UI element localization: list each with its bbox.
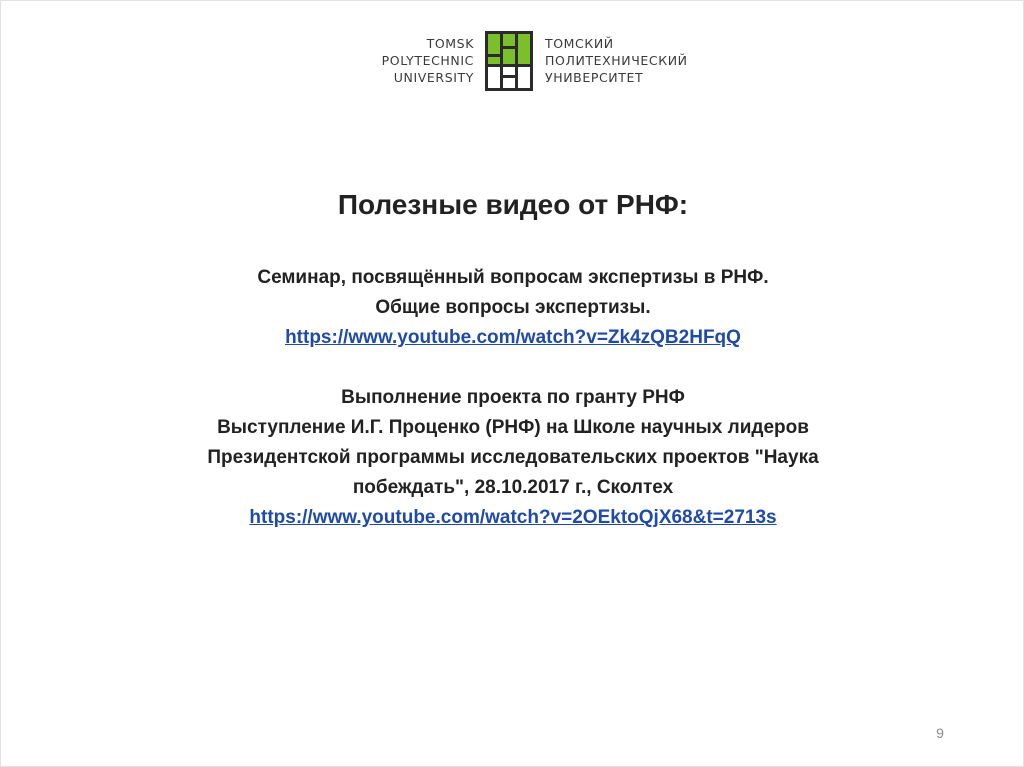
- video-description-line: Выступление И.Г. Проценко (РНФ) на Школе научных лидеров: [217, 417, 809, 438]
- logo-text-english: [381, 35, 474, 86]
- video-description-line: Общие вопросы экспертизы.: [375, 297, 651, 318]
- university-logo: [381, 31, 721, 93]
- logo-text-russian: [545, 35, 725, 86]
- video-description-line: Семинар, посвящённый вопросам экспертизы в РНФ.: [257, 267, 769, 288]
- logo-en-line: TOMSK: [426, 36, 474, 51]
- video-link-line: [113, 323, 913, 353]
- logo-en-line: UNIVERSITY: [393, 70, 474, 85]
- tpu-emblem-icon: [485, 31, 533, 91]
- emblem-block: [518, 67, 530, 88]
- video-block-lecture: [113, 383, 913, 533]
- logo-ru-line: ПОЛИТЕХНИЧЕСКИЙ: [545, 53, 688, 68]
- video-description-line: Президентской программы исследовательских проектов "Наука: [207, 447, 819, 468]
- logo-ru-line: УНИВЕРСИТЕТ: [545, 70, 644, 85]
- emblem-block: [503, 34, 515, 46]
- video-description-line: побеждать", 28.10.2017 г., Сколтех: [352, 477, 674, 498]
- logo-ru-line: ТОМСКИЙ: [545, 36, 614, 51]
- emblem-block: [503, 78, 515, 88]
- video-description-line: Выполнение проекта по гранту РНФ: [341, 387, 685, 408]
- emblem-block: [503, 67, 515, 75]
- logo-en-line: POLYTECHNIC: [381, 53, 474, 68]
- emblem-block: [503, 49, 515, 64]
- page-title: Полезные видео от РНФ:: [337, 189, 689, 220]
- emblem-block: [488, 67, 500, 88]
- emblem-block: [518, 34, 530, 64]
- slide-content: [113, 183, 913, 533]
- youtube-link-seminar[interactable]: https://www.youtube.com/watch?v=Zk4zQB2HFqQ: [285, 327, 741, 348]
- emblem-block: [488, 57, 500, 64]
- youtube-link-lecture[interactable]: https://www.youtube.com/watch?v=2OEktoQjX68&t=2713s: [249, 507, 777, 528]
- page-number: 9: [936, 725, 944, 741]
- emblem-block: [488, 34, 500, 54]
- video-block-seminar: [113, 263, 913, 353]
- video-link-line: [113, 503, 913, 533]
